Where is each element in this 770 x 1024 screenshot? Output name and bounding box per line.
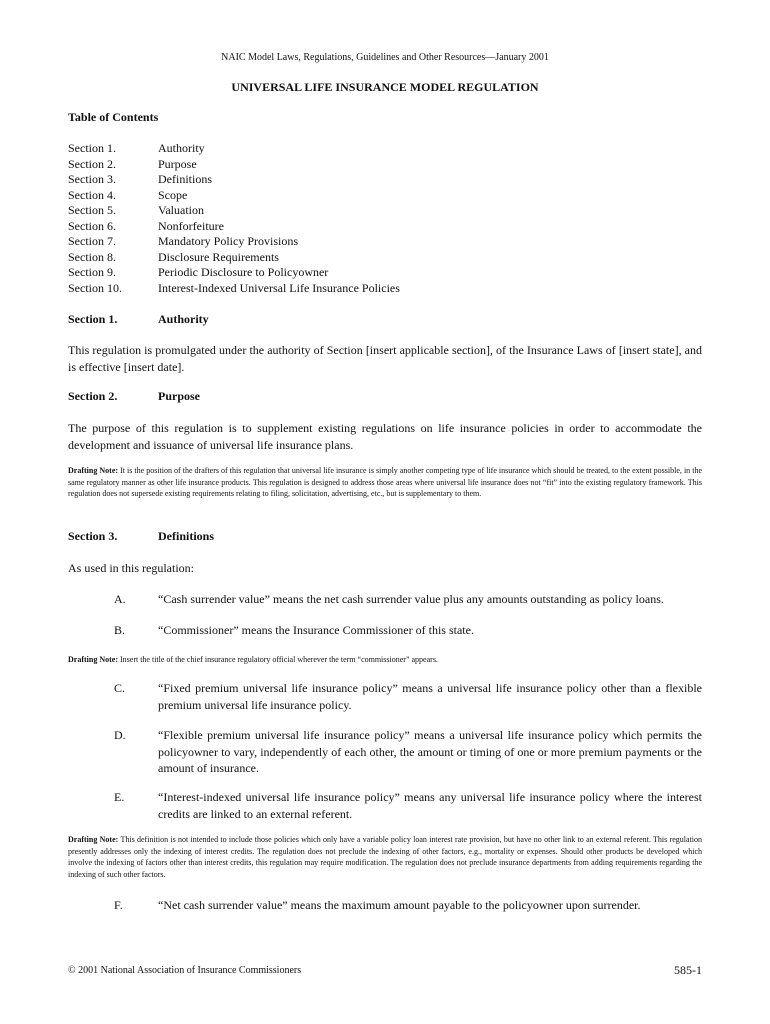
definition-text: “Fixed premium universal life insurance policy” means a universal life insurance policy other than a flexible premium universal life insurance policy. — [158, 681, 702, 712]
drafting-note — [68, 654, 702, 666]
section-title: Definitions — [158, 529, 215, 543]
section-2-heading — [68, 389, 200, 404]
definition-text: “Commissioner” means the Insurance Commissioner of this state. — [158, 623, 474, 637]
definition-item — [114, 591, 702, 608]
toc-entry — [68, 265, 400, 281]
toc-number: Section 10. — [68, 280, 122, 295]
toc-label: Valuation — [158, 203, 204, 217]
section-3-heading — [68, 529, 214, 544]
table-of-contents — [68, 141, 400, 296]
toc-number: Section 6. — [68, 218, 116, 233]
definition-letter: F. — [114, 898, 123, 912]
toc-number: Section 5. — [68, 203, 116, 217]
toc-entry — [68, 219, 400, 235]
toc-entry — [68, 234, 400, 250]
drafting-note-text: Insert the title of the chief insurance regulatory official wherever the term “commissioner” appears. — [117, 655, 438, 664]
running-header: NAIC Model Laws, Regulations, Guidelines and Other Resources—January 2001 — [221, 52, 549, 63]
definition-item — [114, 897, 702, 914]
drafting-note-text: This definition is not intended to include those policies which only have a variable policy loan interest rate provision, but have no other link to an external referent. This regulation presently addresses only the indexing of interest credits. The regulation does not preclude the indexing of other factors, e.g., mortality or expenses. Should other products be developed which involve the indexing of factors other than interest credits, this regulation may require modification. The regulation does not preclude insurance departments from adding requirements regarding the indexing of such other factors. — [68, 835, 703, 879]
definition-text: “Flexible premium universal life insurance policy” means a universal life insurance policy which permits the policyowner to vary, independently of each other, the amount or timing of one or more premium payments or the amount of insurance. — [158, 728, 702, 775]
definition-text: “Cash surrender value” means the net cash surrender value plus any amounts outstanding as policy loans. — [158, 592, 664, 606]
document-title: UNIVERSAL LIFE INSURANCE MODEL REGULATION — [231, 80, 539, 94]
definition-letter: E. — [114, 790, 125, 804]
drafting-note-label: Drafting Note: — [68, 835, 119, 844]
section-number: Section 1. — [68, 312, 118, 326]
section-1-heading — [68, 312, 209, 327]
definition-text: “Net cash surrender value” means the maximum amount payable to the policyowner upon surrender. — [158, 898, 641, 912]
section-1-body: This regulation is promulgated under the authority of Section [insert applicable section], of the Insurance Laws of [insert state], and is effective [insert date]. — [68, 343, 702, 374]
toc-entry — [68, 141, 400, 157]
drafting-note-text: It is the position of the drafters of this regulation that universal life insurance is simply another competing type of life insurance which should be treated, to the extent possible, in the same regulatory manner as other life insurance products. This regulation is designed to address those areas where universal life insurance does not “fit” into the existing regulatory framework. This regulation does not supersede existing requirements relating to filing, solicitation, advertising, etc., but is supplementary to them. — [68, 466, 702, 498]
definition-item — [114, 789, 702, 822]
toc-label: Definitions — [158, 172, 212, 186]
toc-number: Section 2. — [68, 156, 116, 171]
toc-number: Section 4. — [68, 187, 116, 202]
section-3-intro: As used in this regulation: — [68, 561, 194, 575]
definition-letter: C. — [114, 681, 126, 695]
toc-label: Periodic Disclosure to Policyowner — [158, 265, 329, 279]
definition-item — [114, 727, 702, 777]
toc-entry — [68, 281, 400, 297]
definition-item — [114, 622, 702, 639]
toc-label: Interest-Indexed Universal Life Insurance Policies — [158, 280, 400, 295]
definition-letter: B. — [114, 623, 126, 637]
drafting-note-label: Drafting Note: — [68, 466, 119, 475]
toc-label: Disclosure Requirements — [158, 249, 279, 264]
toc-number: Section 8. — [68, 249, 116, 264]
toc-number: Section 7. — [68, 234, 116, 248]
drafting-note-label: Drafting Note: — [68, 655, 118, 664]
definition-letter: D. — [114, 728, 126, 742]
toc-entry — [68, 157, 400, 173]
drafting-note — [68, 465, 702, 500]
footer-copyright: © 2001 National Association of Insurance Commissioners — [68, 965, 302, 976]
toc-number: Section 9. — [68, 265, 116, 279]
toc-heading: Table of Contents — [68, 110, 159, 124]
section-number: Section 3. — [68, 529, 118, 543]
toc-entry — [68, 250, 400, 266]
toc-label: Scope — [158, 187, 188, 202]
toc-label: Nonforfeiture — [158, 218, 224, 233]
section-title: Authority — [158, 312, 209, 326]
toc-entry — [68, 188, 400, 204]
toc-label: Authority — [158, 141, 205, 155]
toc-label: Mandatory Policy Provisions — [158, 234, 298, 248]
definition-letter: A. — [114, 592, 126, 606]
drafting-note — [68, 834, 702, 880]
toc-number: Section 3. — [68, 172, 116, 186]
toc-label: Purpose — [158, 156, 197, 171]
section-number: Section 2. — [68, 389, 118, 403]
toc-number: Section 1. — [68, 141, 116, 155]
section-2-body: The purpose of this regulation is to supplement existing regulations on life insurance policies in order to accommodate the development and issuance of universal life insurance plans. — [68, 421, 702, 452]
page-number: 585-1 — [674, 963, 702, 977]
toc-entry — [68, 172, 400, 188]
definition-item — [114, 680, 702, 713]
definition-text: “Interest-indexed universal life insurance policy” means any universal life insurance policy where the interest credits are linked to an external referent. — [158, 790, 702, 821]
section-title: Purpose — [158, 389, 200, 403]
toc-entry — [68, 203, 400, 219]
